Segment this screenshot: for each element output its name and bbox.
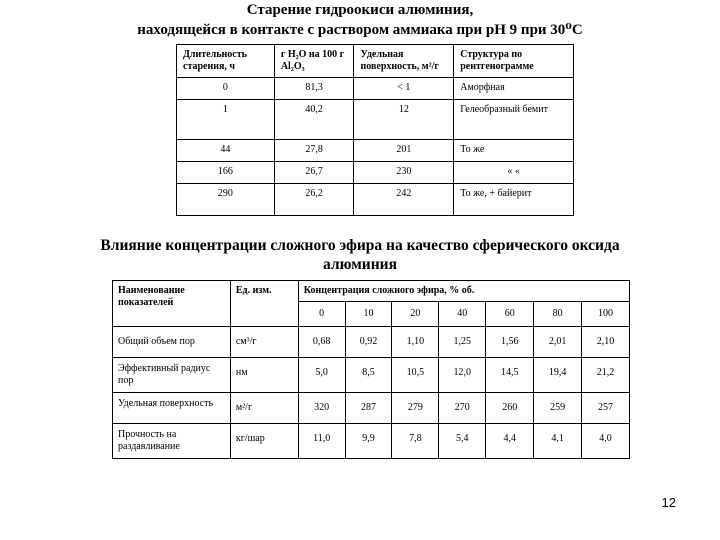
table-cell: 201 (354, 140, 454, 162)
table2-title-line1: Влияние концентрации сложного эфира на качество сферического оксида (100, 237, 620, 254)
table1-title-line2: находящейся в контакте с раствором аммиака при pH 9 при 30⁰С (137, 22, 583, 38)
table-cell: 166 (177, 162, 275, 184)
table-cell: 259 (534, 393, 582, 424)
table-cell: 1,10 (392, 327, 439, 358)
table-header-row (177, 45, 574, 78)
table-cell: Аморфная (454, 78, 574, 100)
table-cell: 0,92 (345, 327, 392, 358)
table-cell: 9,9 (345, 424, 392, 459)
table-cell: 0 (177, 78, 275, 100)
table-cell: 5,0 (298, 358, 345, 393)
column-header: 10 (345, 302, 392, 327)
table-cell: 260 (486, 393, 534, 424)
table-row (113, 393, 630, 424)
table-cell: 1,56 (486, 327, 534, 358)
table-row (177, 140, 574, 162)
row-label: Эффективный радиус пор (113, 358, 231, 393)
table-cell: То же, + байерит (454, 184, 574, 216)
column-header: г H₂O на 100 г Al₂O₃ (274, 45, 354, 78)
table-cell: 290 (177, 184, 275, 216)
table-cell: То же (454, 140, 574, 162)
row-unit: см³/г (230, 327, 298, 358)
column-header: Удельная поверхность, м²/г (354, 45, 454, 78)
table-cell: 11,0 (298, 424, 345, 459)
row-label: Прочность на раздавливание (113, 424, 231, 459)
table-cell: 287 (345, 393, 392, 424)
column-header: 80 (534, 302, 582, 327)
table-row (177, 78, 574, 100)
row-unit: м²/г (230, 393, 298, 424)
table-cell: 4,1 (534, 424, 582, 459)
row-unit: кг/шар (230, 424, 298, 459)
table-row (177, 184, 574, 216)
table-cell: 44 (177, 140, 275, 162)
aging-table (176, 44, 574, 216)
table-cell: 5,4 (439, 424, 486, 459)
table-cell: 2,01 (534, 327, 582, 358)
table-cell: Гелеобразный бемит (454, 100, 574, 140)
column-header: Концентрация сложного эфира, % об. (298, 281, 629, 302)
table-cell: 26,7 (274, 162, 354, 184)
table2-title-line2: алюминия (323, 256, 397, 273)
column-header: Длительность старения, ч (177, 45, 275, 78)
row-label: Удельная поверхность (113, 393, 231, 424)
table-cell: 279 (392, 393, 439, 424)
column-header: 40 (439, 302, 486, 327)
table-cell: 8,5 (345, 358, 392, 393)
table-cell: 12,0 (439, 358, 486, 393)
table-cell: 14,5 (486, 358, 534, 393)
column-header: 20 (392, 302, 439, 327)
column-header: Ед. изм. (230, 281, 298, 327)
table-cell: 12 (354, 100, 454, 140)
column-header: 100 (582, 302, 630, 327)
table-cell: 21,2 (582, 358, 630, 393)
table-cell: 257 (582, 393, 630, 424)
column-header: Наименование показателей (113, 281, 231, 327)
table-cell: 40,2 (274, 100, 354, 140)
table-cell: 27,8 (274, 140, 354, 162)
table-cell: 19,4 (534, 358, 582, 393)
table-cell: 270 (439, 393, 486, 424)
table-cell: 242 (354, 184, 454, 216)
table-cell: 0,68 (298, 327, 345, 358)
table1-title-line1: Старение гидроокиси алюминия, (246, 2, 474, 18)
table-cell: 2,10 (582, 327, 630, 358)
table-cell: 7,8 (392, 424, 439, 459)
table-row (113, 358, 630, 393)
table-cell: 1,25 (439, 327, 486, 358)
table-cell: 230 (354, 162, 454, 184)
table-cell: 4,0 (582, 424, 630, 459)
table-cell: 4,4 (486, 424, 534, 459)
column-header: Структура по рентгенограмме (454, 45, 574, 78)
table-row (177, 162, 574, 184)
column-header: 0 (298, 302, 345, 327)
table-cell: < 1 (354, 78, 454, 100)
page-number: 12 (661, 495, 676, 510)
column-header: 60 (486, 302, 534, 327)
table-cell: 1 (177, 100, 275, 140)
table-cell: 81,3 (274, 78, 354, 100)
table-row (113, 424, 630, 459)
row-unit: нм (230, 358, 298, 393)
table-cell: « « (454, 162, 574, 184)
table-cell: 26,2 (274, 184, 354, 216)
row-label: Общий объем пор (113, 327, 231, 358)
ester-concentration-table (112, 280, 630, 459)
table-row (177, 100, 574, 140)
table-cell: 10,5 (392, 358, 439, 393)
table-cell: 320 (298, 393, 345, 424)
table-row (113, 327, 630, 358)
table-header-row (113, 281, 630, 302)
